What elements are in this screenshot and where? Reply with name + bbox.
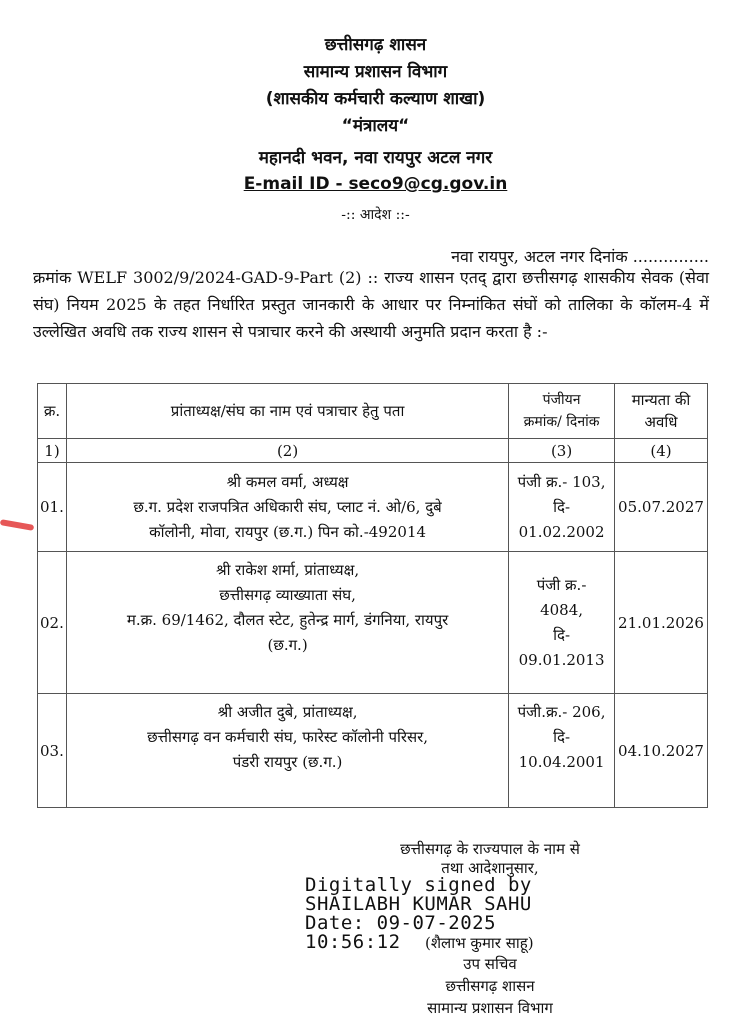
header-branch: (शासकीय कर्मचारी कल्याण शाखा): [265, 89, 486, 109]
row-address: [66, 552, 508, 694]
address-line: छत्तीसगढ़ वन कर्मचारी संघ, फारेस्ट कॉलोनी परिसर,: [147, 728, 429, 746]
table-row: [38, 463, 708, 552]
row-registration: [509, 552, 615, 694]
registration-line: 4084,: [540, 600, 584, 619]
place-date: नवा रायपुर, अटल नगर दिनांक ...............: [451, 247, 709, 266]
row-address: [66, 463, 508, 552]
header-registration: [509, 384, 615, 439]
colnum-2: (2): [66, 439, 508, 463]
colnum-1: 1): [38, 439, 67, 463]
address-line: पंडरी रायपुर (छ.ग.): [232, 753, 343, 771]
header-validity: [614, 384, 707, 439]
row-sr: 03.: [38, 694, 67, 808]
header-validity-line1: मान्यता की: [631, 391, 691, 409]
header-govt: छत्तीसगढ़ शासन: [324, 35, 427, 55]
digital-signature-line: Digitally signed by: [305, 874, 532, 896]
digital-signature-line: SHAILABH KUMAR SAHU: [305, 893, 532, 915]
order-title: -:: आदेश ::-: [341, 207, 410, 223]
colnum-3: (3): [509, 439, 615, 463]
header-department: सामान्य प्रशासन विभाग: [303, 62, 448, 82]
digital-signature-line: Date: 09-07-2025: [305, 912, 497, 934]
row-sr: 02.: [38, 552, 67, 694]
header-validity-line2: अवधि: [644, 413, 678, 431]
registration-line: पंजी.क्र.- 206,: [517, 703, 606, 721]
row-address: [66, 694, 508, 808]
address-line: श्री अजीत दुबे, प्रांताध्यक्ष,: [217, 703, 358, 721]
table-row: [38, 552, 708, 694]
registration-line: 10.04.2001: [518, 753, 605, 771]
address-line: म.क्र. 69/1462, दौलत स्टेट, हुतेन्द्र मार्ग, डंगनिया, रायपुर: [126, 611, 449, 629]
table-header-row: [38, 384, 708, 439]
address-line: छत्तीसगढ़ व्याख्याता संघ,: [219, 586, 356, 604]
row-validity: 05.07.2027: [614, 463, 707, 552]
signatory-name: (शैलाभ कुमार साहू): [425, 934, 534, 952]
row-registration: [509, 694, 615, 808]
header-address: महानदी भवन, नवा रायपुर अटल नगर: [258, 148, 493, 168]
table-row: [38, 694, 708, 808]
signatory-org-govt: छत्तीसगढ़ शासन: [445, 977, 535, 995]
address-line: श्री कमल वर्मा, अध्यक्ष: [226, 472, 349, 491]
address-line: श्री राकेश शर्मा, प्रांताध्यक्ष,: [216, 561, 360, 579]
row-sr: 01.: [38, 463, 67, 552]
registration-line: दि-: [553, 497, 571, 516]
signatory-designation: उप सचिव: [463, 955, 517, 973]
registration-line: दि-: [553, 728, 571, 746]
address-line: (छ.ग.): [267, 636, 308, 654]
header-email: E-mail ID - seco9@cg.gov.in: [243, 174, 508, 194]
red-pen-mark: [0, 519, 34, 531]
registration-line: पंजी क्र.-: [536, 575, 587, 594]
registration-line: पंजी क्र.- 103,: [517, 472, 606, 491]
signatory-org-dept: सामान्य प्रशासन विभाग: [427, 999, 553, 1017]
associations-table: [37, 383, 708, 808]
address-line: छ.ग. प्रदेश राजपत्रित अधिकारी संघ, प्लाट नं. ओ/6, दुबे: [133, 497, 442, 516]
registration-line: 01.02.2002: [518, 522, 605, 541]
header-registration-line2: क्रमांक/ दिनांक: [523, 414, 600, 430]
header-mantralaya: “मंत्रालय“: [341, 116, 410, 136]
order-paragraph: क्रमांक WELF 3002/9/2024-GAD-9-Part (2) :: राज्य शासन एतद् द्वारा छत्तीसगढ़ शासकीय सेवक (सेवा संघ) नियम 2025 के तहत निर्धारित प्रस्तुत जानकारी के आधार पर निम्नांकित संघों को तालिका के कॉलम-4 में उल्लेखित अवधि तक राज्य शासन से पत्राचार करने की अस्थायी अनुमति प्रदान करता है :-: [33, 268, 709, 341]
row-registration: [509, 463, 615, 552]
header-address: प्रांताध्यक्ष/संघ का नाम एवं पत्राचार हेतु पता: [66, 384, 508, 439]
header-sr: क्र.: [38, 384, 67, 439]
row-validity: 21.01.2026: [614, 552, 707, 694]
address-line: कॉलोनी, मोवा, रायपुर (छ.ग.) पिन को.-492014: [149, 522, 427, 541]
registration-line: 09.01.2013: [518, 650, 605, 669]
table-column-number-row: [38, 439, 708, 463]
digital-signature-line: 10:56:12: [305, 931, 401, 953]
signature-authority-line2: तथा आदेशानुसार,: [441, 859, 539, 877]
row-validity: 04.10.2027: [614, 694, 707, 808]
signature-authority-line1: छत्तीसगढ़ के राज्यपाल के नाम से: [400, 840, 580, 858]
registration-line: दि-: [553, 625, 571, 644]
colnum-4: (4): [614, 439, 707, 463]
header-registration-line1: पंजीयन: [542, 392, 581, 408]
